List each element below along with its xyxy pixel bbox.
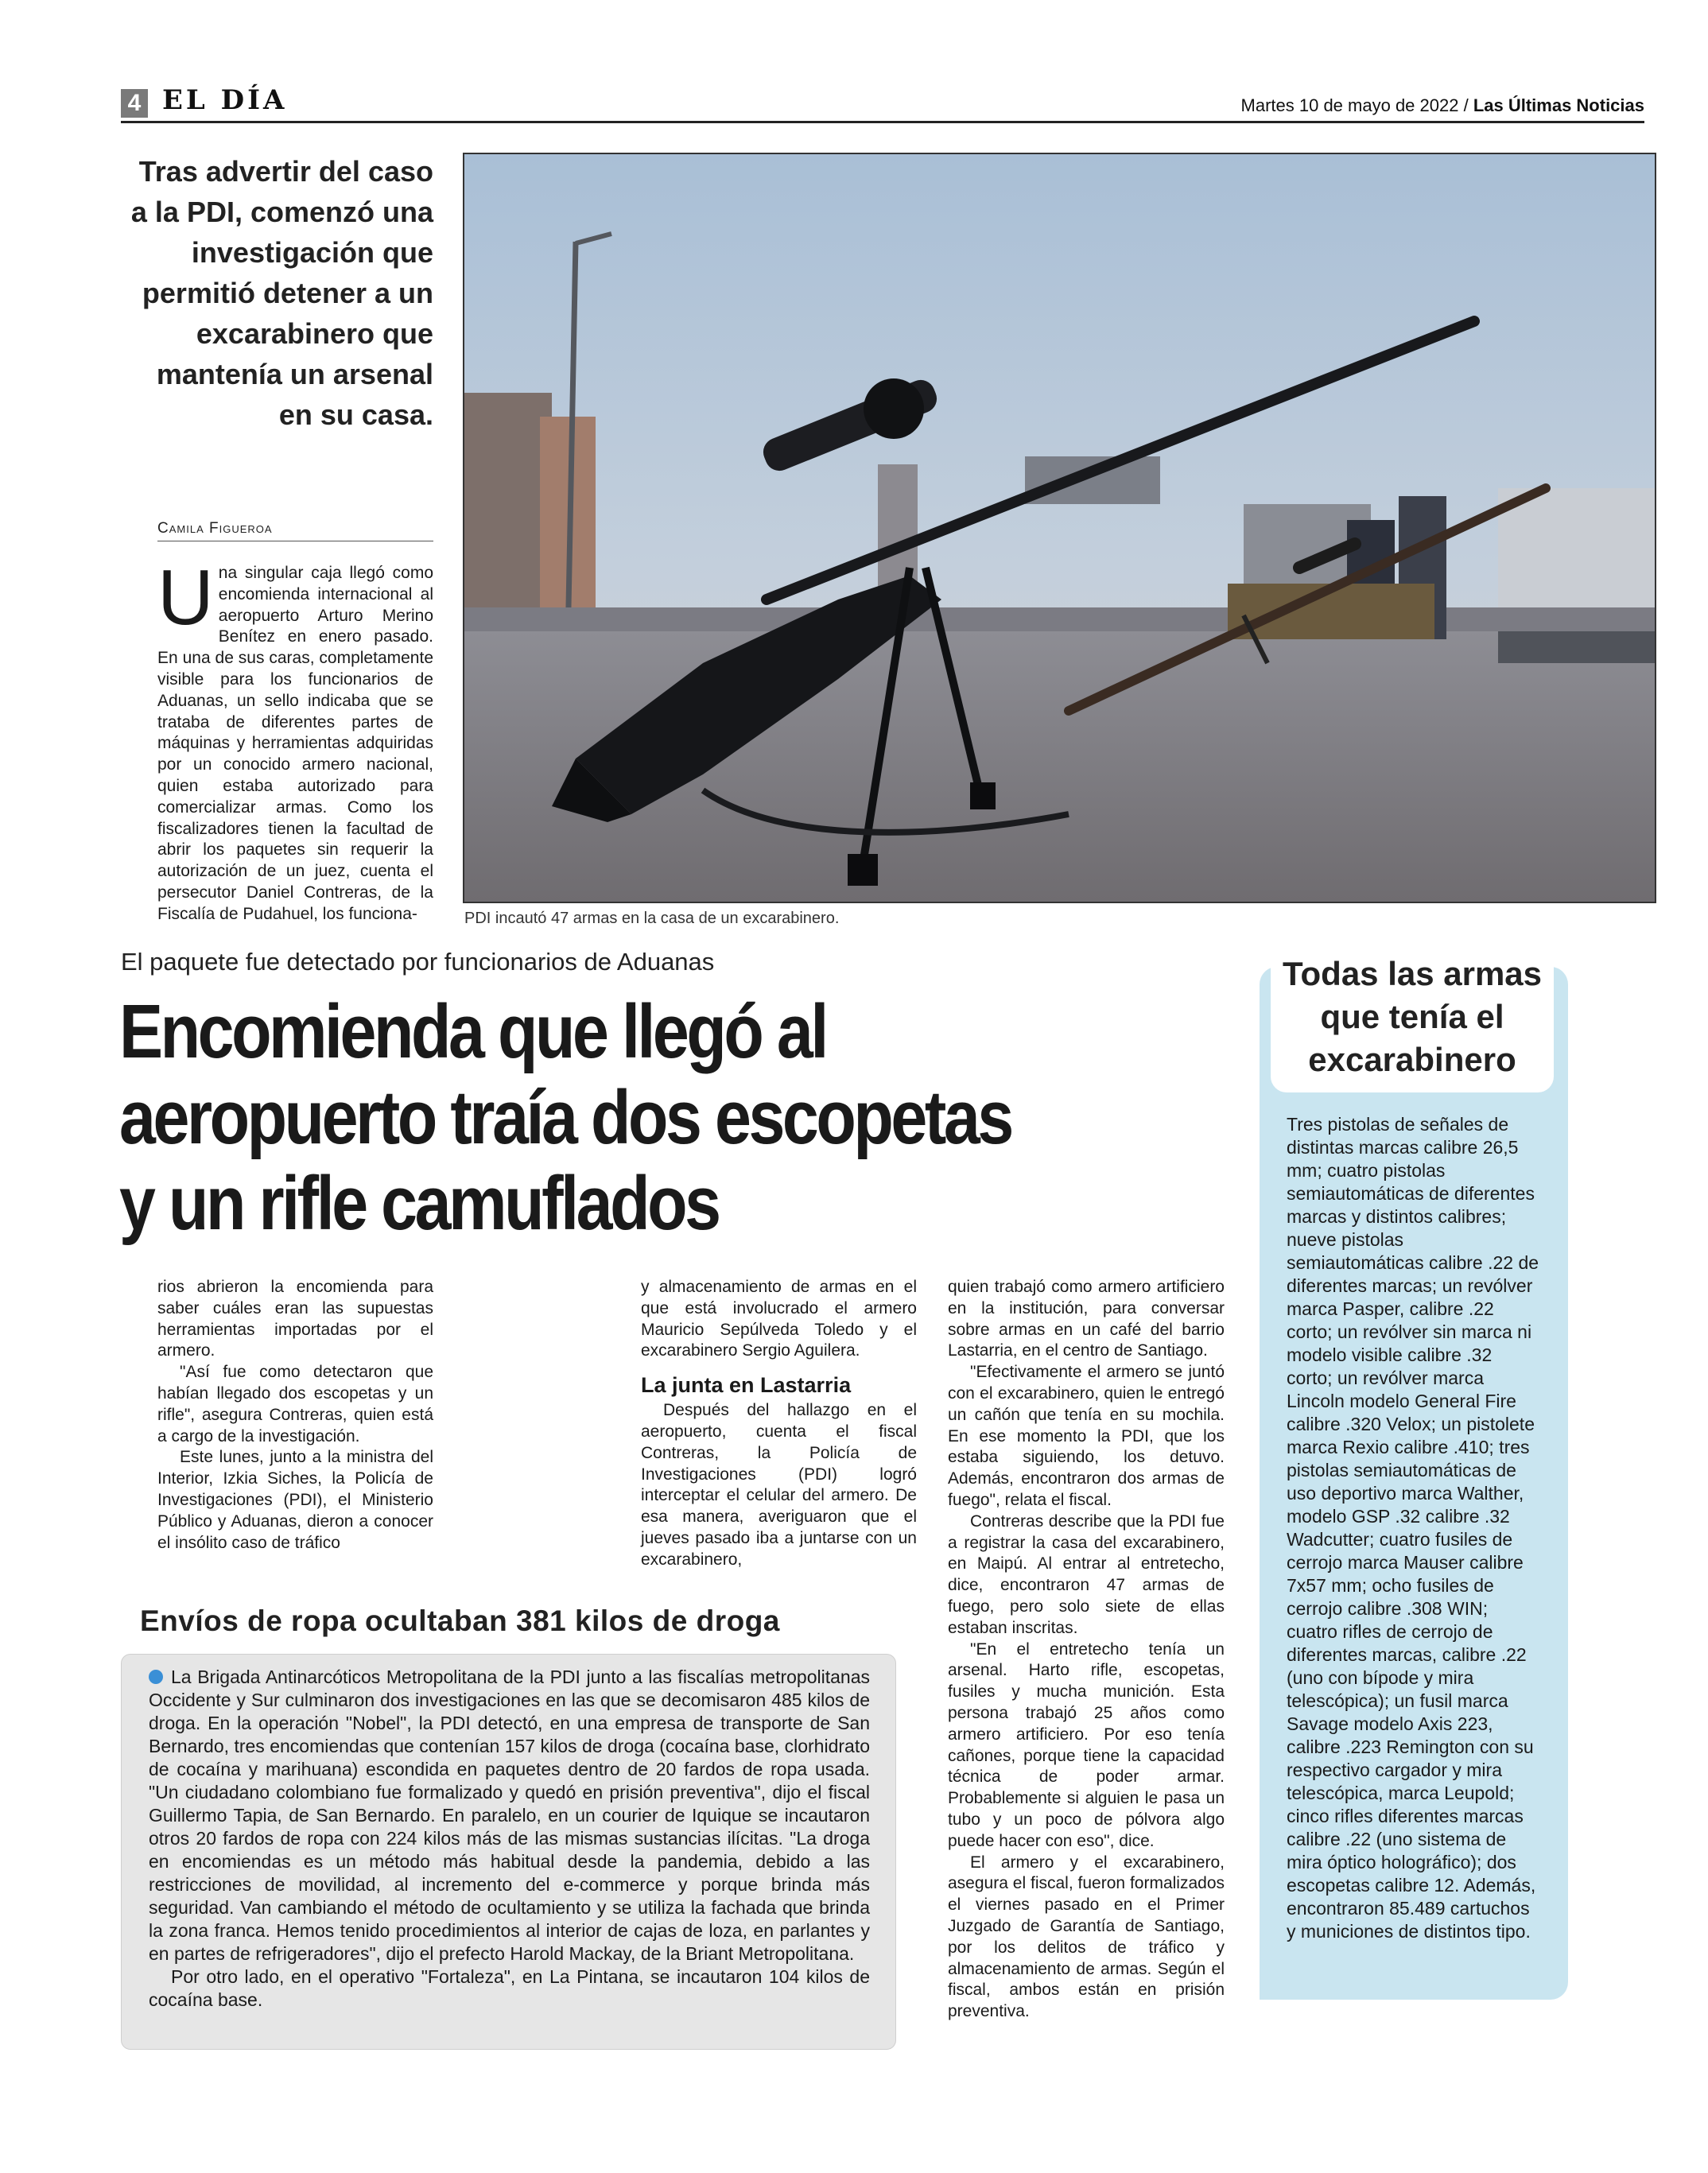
paragraph: La Brigada Antinarcóticos Metropolitana de la PDI junto a las fiscalías metropolitanas Occidente y Sur culminaron dos investigaciones en las que se decomisaron 485 kilos de droga. En la operación "Nobel", la PDI detectó, en una empresa de transporte de San Bernardo, tres encomiendas que contenían 157 kilos de droga (cocaína base, clorhidrato de cocaína y marihuana) escondida en paquetes dentro de 20 fardos de ropa usada. "Un ciudadano colombiano fue formalizado y quedó en prisión preventiva", dijo el fiscal Guillermo Tapia, de San Bernardo. En paralelo, en un courier de Iquique se incautaron otros 20 fardos de ropa con 224 kilos más de las mismas sustancias ilícitas. "La droga en encomiendas es un método más habitual desde la pandemia, debido a las restricciones de movilidad, al incremento del e-commerce y porque brinda más seguridad. Van cambiando el método de ocultamiento y se utiliza la fachada que brinda la zona franca. Hemos tenido procedimientos al interior de cajas de loza, en parlantes y en partes de refrigeradores", dijo el prefecto Harold Mackay, de la Briant Metropolitana. (149, 1667, 870, 1964)
byline: Camila Figueroa (157, 520, 433, 541)
subhead: La junta en Lastarria (641, 1373, 852, 1398)
kicker: El paquete fue detectado por funcionarios de Aduanas (121, 948, 715, 976)
headline-line-2: aeropuerto traía dos escopetas (119, 1075, 1011, 1160)
paragraph: rios abrieron la encomienda para saber cuáles eran las supuestas herramientas importadas por el armero. (157, 1278, 433, 1360)
lead-column (157, 563, 433, 930)
paragraph: "Efectivamente el armero se juntó con el excarabinero, quien le entregó un cañón que tenía en su mochila. En ese momento la PDI, que los estaba siguiendo, los detuvo. Además, encontraron dos armas de fuego", relata el fiscal. (948, 1363, 1225, 1509)
paragraph: El armero y el excarabinero, asegura el fiscal, fueron formalizados el viernes pasado en el Primer Juzgado de Garantía de Santiago, por los delitos de tráfico y almacenamiento de armas. Según el fiscal, ambos están en prisión preventiva. (948, 1853, 1225, 2021)
page-number: 4 (121, 89, 148, 118)
drugs-box-text (149, 1666, 870, 2012)
photo-caption: PDI incautó 47 armas en la casa de un excarabinero. (464, 910, 840, 927)
body-column-3 (948, 1277, 1225, 2023)
drugs-box-title: Envíos de ropa ocultaban 381 kilos de droga (140, 1605, 780, 1637)
sidebar-title (1271, 949, 1554, 1092)
headline-line-3: y un rifle camuflados (119, 1161, 719, 1246)
headline (119, 989, 1050, 1247)
issue-date: Martes 10 de mayo de 2022 / (1240, 95, 1469, 115)
rifles-photo-illustration (464, 154, 1655, 902)
lead-text: na singular caja llegó como encomienda internacional al aeropuerto Arturo Merino Benítez en enero pasado. En una de sus caras, completamente visible para los funcionarios de Aduanas, un sello indicaba que se trataba de diferentes partes de máquinas y herramientas adquiridas por un conocido armero nacional, quien estaba autorizado para comercializar armas. Como los fiscalizadores tienen la facultad de abrir los paquetes sin requerir la autorización de un juez, cuenta el persecutor Daniel Contreras, de la Fiscalía de Pudahuel, los funciona- (157, 564, 433, 923)
body-column-1 (157, 1277, 433, 1554)
sidebar-title-line: excarabinero (1308, 1041, 1516, 1078)
sidebar-text: Tres pistolas de señales de distintas marcas calibre 26,5 mm; cuatro pistolas semiautomáticas de diferentes marcas y distintos calibres; nueve pistolas semiautomáticas calibre .22 de diferentes marcas; un revólver marca Pasper, calibre .22 corto; un revólver sin marca ni modelo visible calibre .32 corto; un revólver marca Lincoln modelo General Fire calibre .320 Velox; un pistolete marca Rexio calibre .410; tres pistolas semiautomáticas de uso deportivo marca Walther, modelo GSP .32 calibre .32 Wadcutter; cuatro fusiles de cerrojo marca Mauser calibre 7x57 mm; ocho fusiles de cerrojo calibre .308 WIN; cuatro rifles de cerrojo de diferentes marcas, calibre .22 (uno con bípode y mira telescópica); un fusil marca Savage modelo Axis 223, calibre .223 Remington con su respectivo cargador y mira telescópica, marca Leupold; cinco rifles diferentes marcas calibre .22 (uno sistema de mira óptico holográfico); dos escopetas calibre 12. Además, encontraron 85.489 cartuchos y municiones de distintos tipo. (1287, 1114, 1539, 1942)
paragraph: y almacenamiento de armas en el que está involucrado el armero Mauricio Sepúlveda Toledo y el excarabinero Sergio Aguilera. (641, 1278, 917, 1360)
sidebar-title-line: Todas las armas (1282, 955, 1543, 992)
section-title: EL DÍA (162, 84, 288, 116)
paragraph: Contreras describe que la PDI fue a registrar la casa del excarabinero, en Maipú. Al entrar al entretecho, dice, encontraron 47 armas de fuego, pero solo siete de ellas estaban inscritas. (948, 1511, 1225, 1637)
headline-line-1: Encomienda que llegó al (119, 989, 826, 1074)
paragraph: Este lunes, junto a la ministra del Interior, Izkia Siches, la Policía de Investigaciones (PDI), el Ministerio Público y Aduanas, dieron a conocer el insólito caso de tráfico (157, 1448, 433, 1552)
article-photo (463, 153, 1656, 903)
intro-summary: Tras advertir del caso a la PDI, comenzó una investigación que permitió detener a un excarabinero que mantenía un arsenal en su casa. (130, 155, 433, 431)
header-rule (121, 121, 1644, 123)
paragraph: quien trabajó como armero artificiero en la institución, para conversar sobre armas en un café del barrio Lastarria, en el centro de Santiago. (948, 1278, 1225, 1360)
sidebar-title-line: que tenía el (1320, 998, 1504, 1035)
drop-cap: U (157, 563, 214, 641)
paragraph: "En el entretecho tenía un arsenal. Harto rifle, escopetas, fusiles y mucha munición. Esta persona trabajó 25 años como armero artificiero. Por eso tenía cañones, porque tiene la capacidad técnica de poder armar. Probablemente si alguien le pasa un tubo y un poco de pólvora algo puede hacer con eso", dice. (948, 1639, 1225, 1850)
paragraph: "Así fue como detectaron que habían llegado dos escopetas y un rifle", asegura Contreras, quien está a cargo de la investigación. (157, 1363, 433, 1445)
paragraph: Por otro lado, en el operativo "Fortaleza", en La Pintana, se incautaron 104 kilos de cocaína base. (149, 1966, 870, 2010)
bullet-icon (149, 1670, 163, 1684)
dateline (1241, 95, 1644, 116)
publication-name: Las Últimas Noticias (1473, 95, 1644, 115)
paragraph: Después del hallazgo en el aeropuerto, cuenta el fiscal Contreras, la Policía de Investigaciones (PDI) logró interceptar el celular del armero. De esa manera, averiguaron que el jueves pasado iba a juntarse con un excarabinero, (641, 1401, 917, 1569)
drugs-box (121, 1654, 896, 2050)
body-column-2 (641, 1277, 917, 1571)
